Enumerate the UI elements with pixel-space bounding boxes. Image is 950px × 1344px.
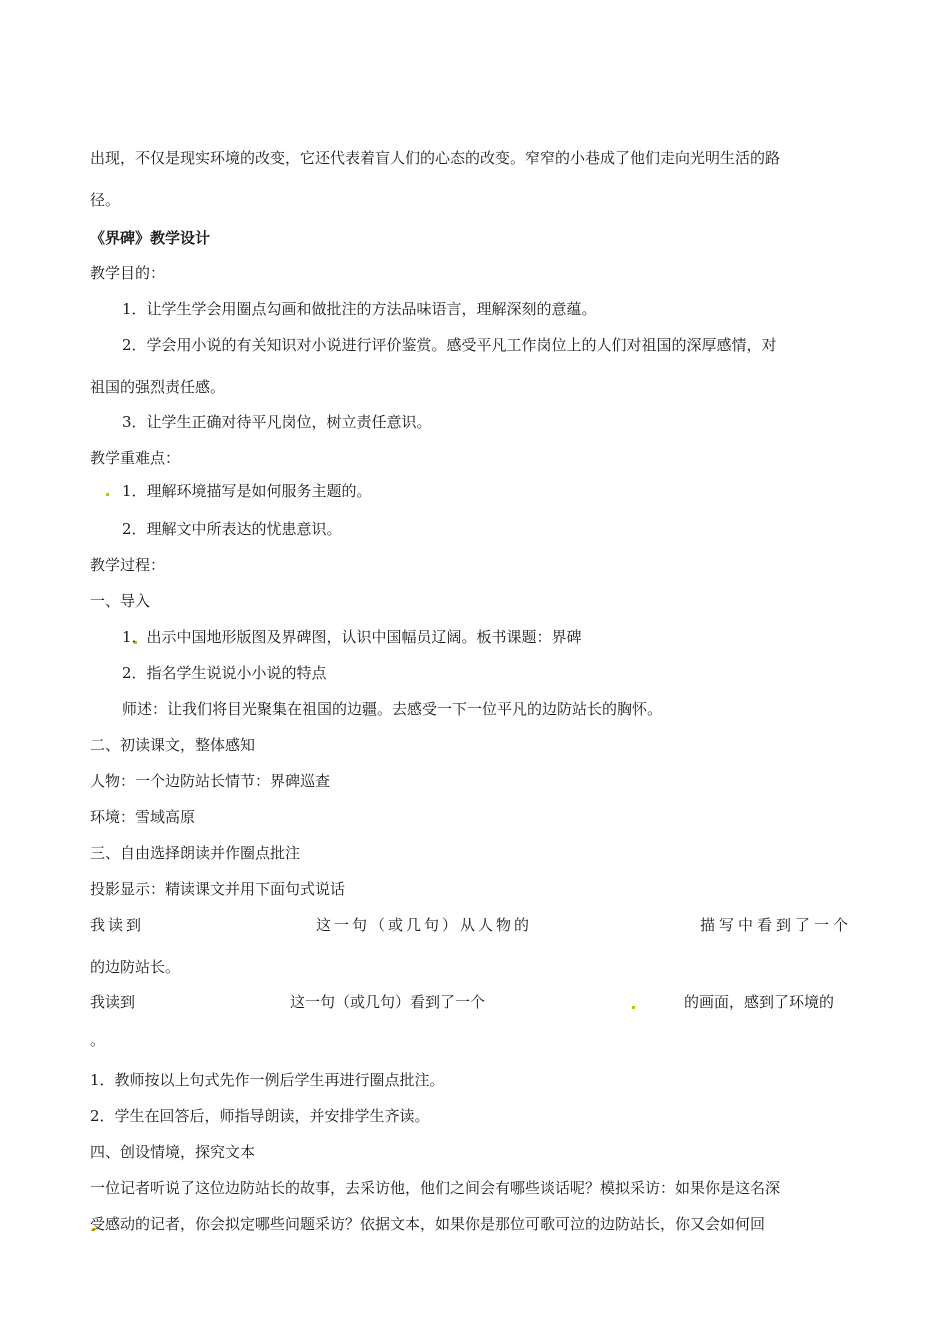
pattern-1-part-c: 描写中看到了一个 — [700, 916, 853, 934]
key-point-item-1: 1．理解环境描写是如何服务主题的。 — [122, 482, 372, 500]
character-line: 人物：一个边防站长情节：界碑巡查 — [90, 772, 331, 790]
section-1-heading: 一、导入 — [90, 592, 151, 610]
section-3-step-2: 2．学生在回答后，师指导朗读，并安排学生齐读。 — [90, 1107, 430, 1125]
pattern-2-part-b: 这一句（或几句）看到了一个 — [290, 993, 486, 1011]
objective-item-3: 3．让学生正确对待平凡岗位，树立责任意识。 — [122, 413, 432, 431]
environment-line: 环境：雪域高原 — [90, 808, 196, 826]
section-4-heading: 四、创设情境，探究文本 — [90, 1143, 256, 1161]
mark-dot — [106, 493, 109, 496]
objective-item-1: 1．让学生学会用圈点勾画和做批注的方法品味语言，理解深刻的意蕴。 — [122, 300, 597, 318]
objective-item-2-line-1: 2．学会用小说的有关知识对小说进行评价鉴赏。感受平凡工作岗位上的人们对祖国的深厚感情，对 — [122, 336, 777, 354]
section-3-heading: 三、自由选择朗读并作圈点批注 — [90, 844, 301, 862]
objectives-heading: 教学目的： — [90, 264, 166, 282]
projection-line: 投影显示：精读课文并用下面句式说话 — [90, 880, 346, 898]
intro-line-2: 径。 — [90, 191, 121, 209]
key-points-heading: 教学重难点： — [90, 449, 181, 467]
pattern-1-part-a: 我读到 — [90, 916, 145, 934]
section-1-item-1: 1．出示中国地形版图及界碑图，认识中国幅员辽阔。板书课题：界碑 — [122, 628, 582, 646]
section-4-paragraph-line-2: 受感动的记者，你会拟定哪些问题采访？依据文本，如果你是那位可歌可泣的边防站长，你又会如何回 — [90, 1215, 766, 1233]
teacher-narration: 师述：让我们将目光聚集在祖国的边疆。去感受一下一位平凡的边防站长的胸怀。 — [122, 700, 663, 718]
document-title: 《界碑》教学设计 — [90, 229, 211, 247]
section-1-item-2: 2．指名学生说说小小说的特点 — [122, 664, 327, 682]
pattern-1-line-2: 的边防站长。 — [90, 958, 181, 976]
pattern-2-part-c: 的画面，感到了环境的 — [684, 993, 835, 1011]
mark-dot — [632, 1006, 635, 1009]
pattern-1-part-b: 这一句（或几句）从人物的 — [316, 916, 533, 934]
pattern-2-part-a: 我读到 — [90, 993, 136, 1011]
objective-item-2-line-2: 祖国的强烈责任感。 — [90, 378, 226, 396]
process-heading: 教学过程： — [90, 556, 166, 574]
section-3-step-1: 1．教师按以上句式先作一例后学生再进行圈点批注。 — [90, 1071, 445, 1089]
intro-line-1: 出现，不仅是现实环境的改变，它还代表着盲人们的心态的改变。窄窄的小巷成了他们走向光明生活的路 — [90, 149, 781, 167]
section-4-paragraph-line-1: 一位记者听说了这位边防站长的故事，去采访他，他们之间会有哪些谈话呢？模拟采访：如果你是这名深 — [90, 1179, 781, 1197]
section-2-heading: 二、初读课文，整体感知 — [90, 736, 256, 754]
key-point-item-2: 2．理解文中所表达的忧患意识。 — [122, 520, 342, 538]
pattern-2-line-2: 。 — [90, 1031, 106, 1049]
